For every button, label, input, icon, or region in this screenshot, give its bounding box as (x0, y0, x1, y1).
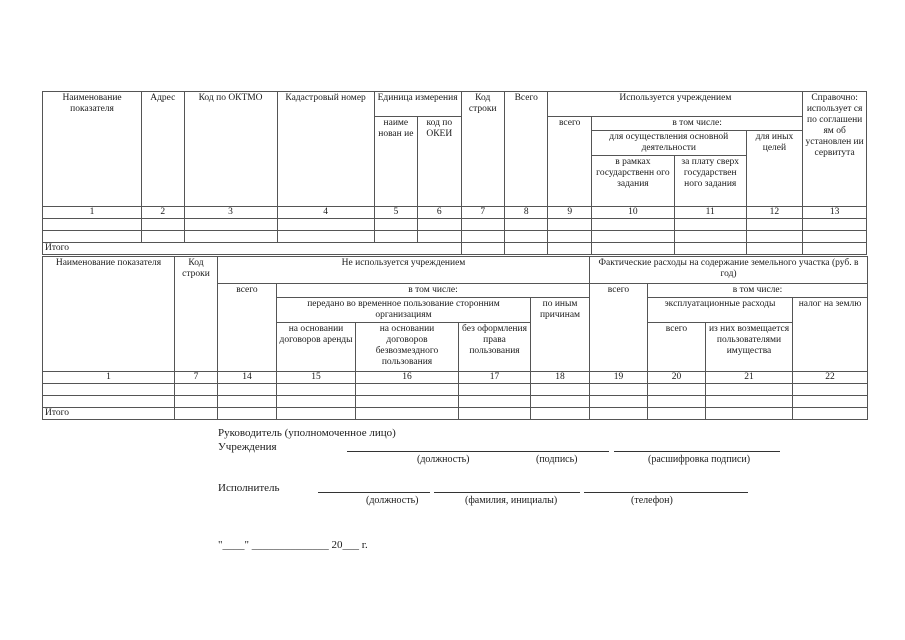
total-row (43, 407, 868, 419)
head-title: Руководитель (уполномоченное лицо) (218, 427, 396, 439)
head-position-caption: (должность) (417, 454, 470, 465)
col-number: 9 (548, 206, 591, 218)
executor-phone-caption: (телефон) (631, 495, 673, 506)
col-number: 4 (277, 206, 374, 218)
header-total: Всего (505, 92, 548, 207)
header-other-reasons: по иным причинам (531, 297, 590, 371)
total-row (43, 242, 867, 254)
head-position-signature-line (347, 451, 609, 452)
col-number: 22 (793, 371, 868, 383)
table-row (43, 395, 868, 407)
col-number: 13 (803, 206, 867, 218)
table-row (43, 230, 867, 242)
header-operating: эксплуатационные расходы (648, 297, 793, 322)
column-numbers-row (43, 371, 868, 383)
col-number: 19 (590, 371, 648, 383)
header-unit-name: наиме нован ие (374, 117, 417, 207)
header-name: Наименование показателя (43, 92, 142, 207)
col-number: 11 (674, 206, 746, 218)
header-other-purposes: для иных целей (746, 130, 803, 206)
col-number: 14 (218, 371, 277, 383)
col-number: 10 (591, 206, 674, 218)
table-row (43, 383, 868, 395)
executor-name-caption: (фамилия, инициалы) (465, 495, 558, 506)
executor-name-line (434, 492, 580, 493)
col-number: 15 (277, 371, 356, 383)
col-number: 1 (43, 206, 142, 218)
col-number: 12 (746, 206, 803, 218)
header-unit-okei: код по ОКЕИ (418, 117, 461, 207)
header-cadastral: Кадастровый номер (277, 92, 374, 207)
table-used-land (42, 91, 867, 255)
col-number: 20 (648, 371, 706, 383)
header-reimbursed: из них возмещается пользователями имущества (706, 322, 793, 371)
header-reference: Справочно: использует ся по соглашени ям об установлен ии сервитута (803, 92, 867, 207)
header-oktmo: Код по ОКТМО (184, 92, 277, 207)
header-used-total: всего (548, 117, 591, 207)
header-costs-including: в том числе: (648, 284, 868, 298)
header-including: в том числе: (591, 117, 802, 131)
head-decode-caption: (расшифровка подписи) (648, 454, 751, 465)
header-paid-over: за плату сверх государствен ного задания (674, 155, 746, 206)
col-number: 1 (43, 371, 175, 383)
table-row (43, 218, 867, 230)
executor-position-line (318, 492, 430, 493)
header-used: Используется учреждением (548, 92, 803, 117)
header-main-activity: для осуществления основной деятельности (591, 130, 746, 155)
executor-position-caption: (должность) (366, 495, 419, 506)
header-including: в том числе: (277, 284, 590, 298)
header-not-used: Не используется учреждением (218, 257, 590, 284)
col-number: 6 (418, 206, 461, 218)
head-subtitle: Учреждения (218, 441, 277, 453)
head-signature-caption: (подпись) (536, 454, 578, 465)
table-unused-land (42, 256, 868, 420)
header-state-task: в рамках государственн ого задания (591, 155, 674, 206)
header-name: Наименование показателя (43, 257, 175, 372)
col-number: 17 (459, 371, 531, 383)
col-number: 7 (461, 206, 504, 218)
header-land-tax: налог на землю (793, 297, 868, 371)
col-number: 16 (356, 371, 459, 383)
column-numbers-row (43, 206, 867, 218)
header-address: Адрес (142, 92, 184, 207)
col-number: 2 (142, 206, 184, 218)
header-free-use: на основании договоров безвозмездного пользования (356, 322, 459, 371)
executor-phone-line (584, 492, 748, 493)
head-decode-line (614, 451, 780, 452)
col-number: 5 (374, 206, 417, 218)
header-lease: на основании договоров аренды (277, 322, 356, 371)
col-number: 7 (175, 371, 218, 383)
header-actual-costs: Фактические расходы на содержание земельного участка (руб. в год) (590, 257, 868, 284)
header-costs-total: всего (590, 284, 648, 372)
col-number: 3 (184, 206, 277, 218)
header-unit: Единица измерения (374, 92, 461, 117)
executor-label: Исполнитель (218, 482, 280, 494)
date-line: "____" ______________ 20___ г. (218, 539, 368, 551)
header-line-code: Код строки (175, 257, 218, 372)
total-label: Итого (43, 242, 462, 254)
col-number: 18 (531, 371, 590, 383)
header-line-code: Код строки (461, 92, 504, 207)
total-label: Итого (43, 407, 175, 419)
col-number: 21 (706, 371, 793, 383)
header-temp-use: передано во временное пользование сторонним организациям (277, 297, 531, 322)
col-number: 8 (505, 206, 548, 218)
header-not-used-total: всего (218, 284, 277, 372)
header-no-docs: без оформления права пользования (459, 322, 531, 371)
header-op-total: всего (648, 322, 706, 371)
